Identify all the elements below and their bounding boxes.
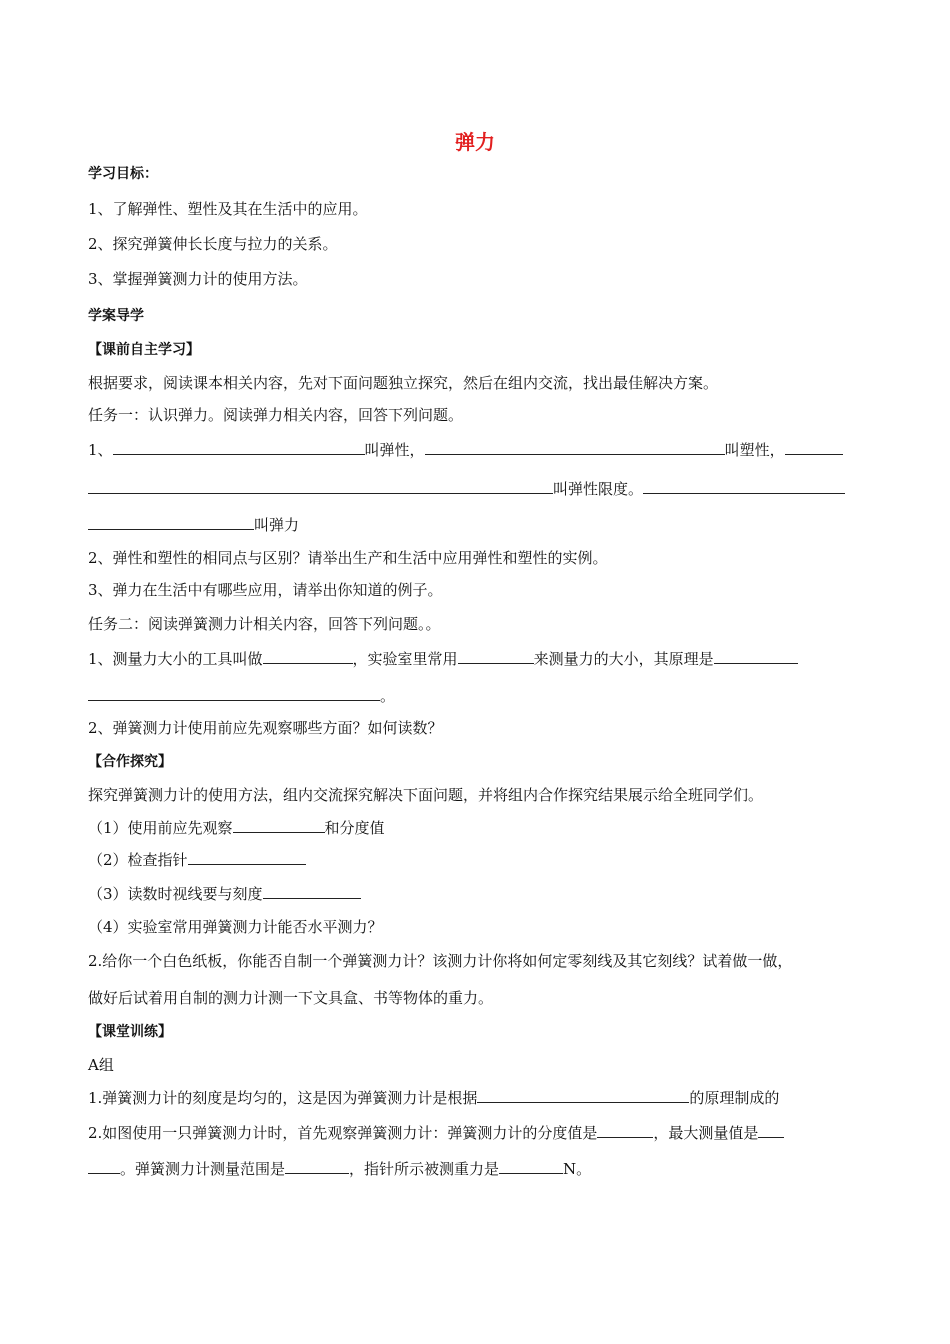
blank-principle-start[interactable] <box>714 649 798 664</box>
coop-question-2-line-2: 做好后试着用自制的测力计测一下文具盒、书等物体的重力。 <box>88 989 494 1007</box>
task1-question-1-cont <box>88 479 878 499</box>
task2-q1-text-b: ，实验室里常用 <box>352 650 458 668</box>
goal-item-3: 3、掌握弹簧测力计的使用方法。 <box>88 270 308 288</box>
blank-tool-name[interactable] <box>263 649 353 664</box>
training-question-1 <box>88 1088 878 1108</box>
training-q1-text: 1.弹簧测力计的刻度是均匀的，这是因为弹簧测力计是根据 <box>88 1089 478 1107</box>
guide-heading: 学案导学 <box>88 308 144 324</box>
training-question-2-cont <box>88 1159 878 1179</box>
q1-prefix: 1、 <box>88 441 113 459</box>
goal-item-1: 1、了解弹性、塑性及其在生活中的应用。 <box>88 200 368 218</box>
blank-lab-tool[interactable] <box>458 649 534 664</box>
task1-question-1 <box>88 440 878 460</box>
blank-elastic-limit-start[interactable] <box>785 440 843 455</box>
training-q2-text-c: 。弹簧测力计测量范围是 <box>120 1160 286 1178</box>
goal-item-2: 2、探究弹簧伸长长度与拉力的关系。 <box>88 235 338 253</box>
task2-q1-text-c: 来测量力的大小，其原理是 <box>533 650 714 668</box>
task2-question-1 <box>88 649 878 669</box>
q1-elasticity-text: 叫弹性， <box>364 441 425 459</box>
blank-elastic-limit[interactable] <box>88 479 553 494</box>
blank-range[interactable] <box>285 1159 349 1174</box>
coop-step-3 <box>88 884 878 904</box>
blank-division-value[interactable] <box>597 1123 653 1138</box>
task1-heading: 任务一：认识弹力。阅读弹力相关内容，回答下列问题。 <box>88 406 464 424</box>
coop-step-3-text: （3）读数时视线要与刻度 <box>88 885 263 903</box>
training-q2-text-d: ，指针所示被测重力是 <box>349 1160 500 1178</box>
coop-step-2 <box>88 850 878 870</box>
pre-study-intro: 根据要求，阅读课本相关内容，先对下面问题独立探究，然后在组内交流，找出最佳解决方案。 <box>88 374 719 392</box>
task2-question-2: 2、弹簧测力计使用前应先观察哪些方面？如何读数？ <box>88 719 443 737</box>
coop-step-1 <box>88 818 878 838</box>
task1-question-1-end <box>88 515 878 535</box>
q1-limit-text: 叫弹性限度。 <box>553 480 644 498</box>
blank-max-value[interactable] <box>88 1159 120 1174</box>
blank-max-value-start[interactable] <box>758 1123 784 1138</box>
blank-weight[interactable] <box>499 1159 563 1174</box>
coop-question-2-line-1: 2.给你一个白色纸板，你能否自制一个弹簧测力计？该测力计你将如何定零刻线及其它刻线？试着做一做， <box>88 952 793 970</box>
task1-question-3: 3、弹力在生活中有哪些应用，请举出你知道的例子。 <box>88 581 443 599</box>
coop-heading: 【合作探究】 <box>88 754 172 770</box>
training-heading: 【课堂训练】 <box>88 1024 172 1040</box>
task1-question-2: 2、弹性和塑性的相同点与区别？请举出生产和生活中应用弹性和塑性的实例。 <box>88 549 608 567</box>
task2-question-1-cont <box>88 686 878 706</box>
blank-sight-line[interactable] <box>263 884 361 899</box>
blank-elastic-force[interactable] <box>88 515 254 530</box>
coop-step-4: （4）实验室常用弹簧测力计能否水平测力？ <box>88 918 383 936</box>
training-q2-unit: N。 <box>563 1160 592 1178</box>
training-q2-text-b: ，最大测量值是 <box>653 1124 759 1142</box>
blank-elasticity[interactable] <box>113 440 365 455</box>
task2-q1-end: 。 <box>380 687 396 705</box>
page-title: 弹力 <box>455 130 495 154</box>
coop-intro: 探究弹簧测力计的使用方法，组内交流探究解决下面问题，并将组内合作探究结果展示给全班同学们。 <box>88 786 764 804</box>
training-q1-end: 的原理制成的 <box>689 1089 780 1107</box>
blank-plasticity[interactable] <box>425 440 725 455</box>
q1-force-text: 叫弹力 <box>254 516 300 534</box>
q1-plasticity-text: 叫塑性， <box>724 441 785 459</box>
blank-pointer[interactable] <box>188 850 306 865</box>
blank-elastic-force-start[interactable] <box>643 479 845 494</box>
coop-step-2-text: （2）检查指针 <box>88 851 188 869</box>
blank-principle-made[interactable] <box>477 1088 689 1103</box>
training-question-2 <box>88 1123 878 1143</box>
blank-principle[interactable] <box>88 686 380 701</box>
blank-observe[interactable] <box>233 818 325 833</box>
pre-study-heading: 【课前自主学习】 <box>88 342 200 358</box>
coop-step-1-end: 和分度值 <box>324 819 385 837</box>
task2-heading: 任务二：阅读弹簧测力计相关内容，回答下列问题。。 <box>88 615 441 633</box>
coop-step-1-text: （1）使用前应先观察 <box>88 819 233 837</box>
goals-heading: 学习目标： <box>88 166 158 182</box>
training-group: A组 <box>88 1056 114 1074</box>
training-q2-text-a: 2.如图使用一只弹簧测力计时，首先观察弹簧测力计：弹簧测力计的分度值是 <box>88 1124 598 1142</box>
task2-q1-text-a: 1、测量力大小的工具叫做 <box>88 650 263 668</box>
